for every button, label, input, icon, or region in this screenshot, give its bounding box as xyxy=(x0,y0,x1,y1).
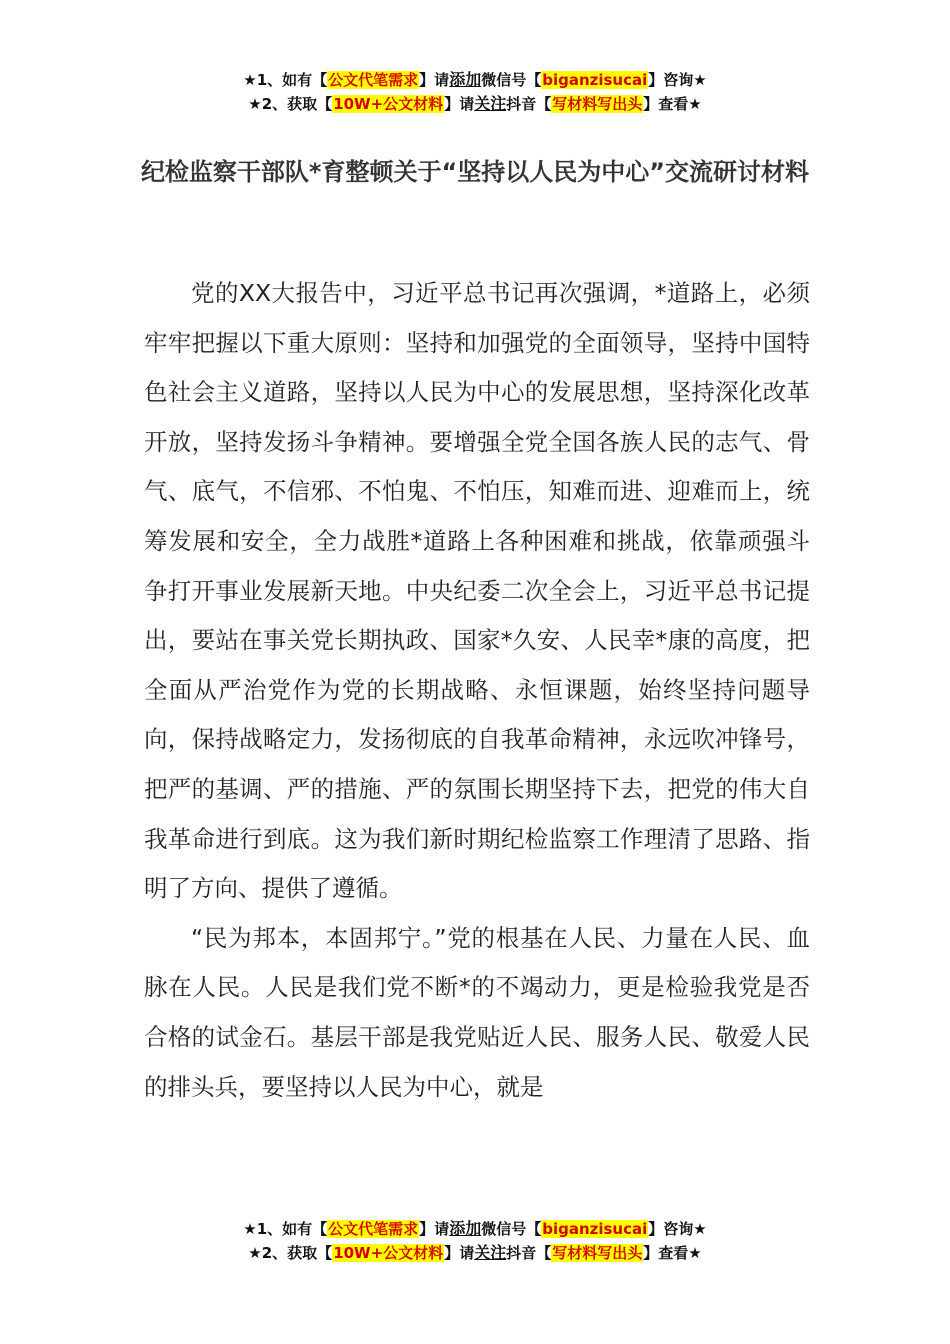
douyin-account: 写材料写出头 xyxy=(552,1244,643,1262)
footer-ad-line-1: ★1、如有【公文代笔需求】请添加微信号【biganzisucai】咨询★ xyxy=(243,1219,707,1238)
wechat-id: biganzisucai xyxy=(542,71,648,89)
highlight-tag: 10W+公文材料 xyxy=(333,95,444,113)
header-ad-line-1: ★1、如有【公文代笔需求】请添加微信号【biganzisucai】咨询★ xyxy=(243,70,707,89)
document-body xyxy=(144,269,810,1112)
header-ad xyxy=(0,68,950,116)
paragraph: 党的XX大报告中，习近平总书记再次强调，*道路上，必须牢牢把握以下重大原则：坚持和加强党的全面领导，坚持中国特色社会主义道路，坚持以人民为中心的发展思想，坚持深化改革开放，坚持发扬斗争精神。要增强全党全国各族人民的志气、骨气、底气，不信邪、不怕鬼、不怕压，知难而进、迎难而上，统筹发展和安全，全力战胜*道路上各种困难和挑战，依靠顽强斗争打开事业发展新天地。中央纪委二次全会上，习近平总书记提出，要站在事关党长期执政、国家*久安、人民幸*康的高度，把全面从严治党作为党的长期战略、永恒课题，始终坚持问题导向，保持战略定力，发扬彻底的自我革命精神，永远吹冲锋号，把严的基调、严的措施、严的氛围长期坚持下去，把党的伟大自我革命进行到底。这为我们新时期纪检监察工作理清了思路、指明了方向、提供了遵循。 xyxy=(144,279,810,903)
highlight-tag: 公文代笔需求 xyxy=(328,1220,419,1238)
wechat-id: biganzisucai xyxy=(542,1220,648,1238)
document-title: 纪检监察干部队*育整顿关于“坚持以人民为中心”交流研讨材料 xyxy=(140,158,810,186)
highlight-tag: 10W+公文材料 xyxy=(333,1244,444,1262)
footer-ad-line-2: ★2、获取【10W+公文材料】请关注抖音【写材料写出头】查看★ xyxy=(248,1243,702,1262)
footer-ad xyxy=(0,1217,950,1265)
paragraph: “民为邦本，本固邦宁。”党的根基在人民、力量在人民、血脉在人民。人民是我们党不断*的不竭动力，更是检验我党是否合格的试金石。基层干部是我党贴近人民、服务人民、敬爱人民的排头兵，要坚持以人民为中心，就是 xyxy=(144,923,810,1101)
highlight-tag: 公文代笔需求 xyxy=(328,71,419,89)
douyin-account: 写材料写出头 xyxy=(552,95,643,113)
header-ad-line-2: ★2、获取【10W+公文材料】请关注抖音【写材料写出头】查看★ xyxy=(248,94,702,113)
